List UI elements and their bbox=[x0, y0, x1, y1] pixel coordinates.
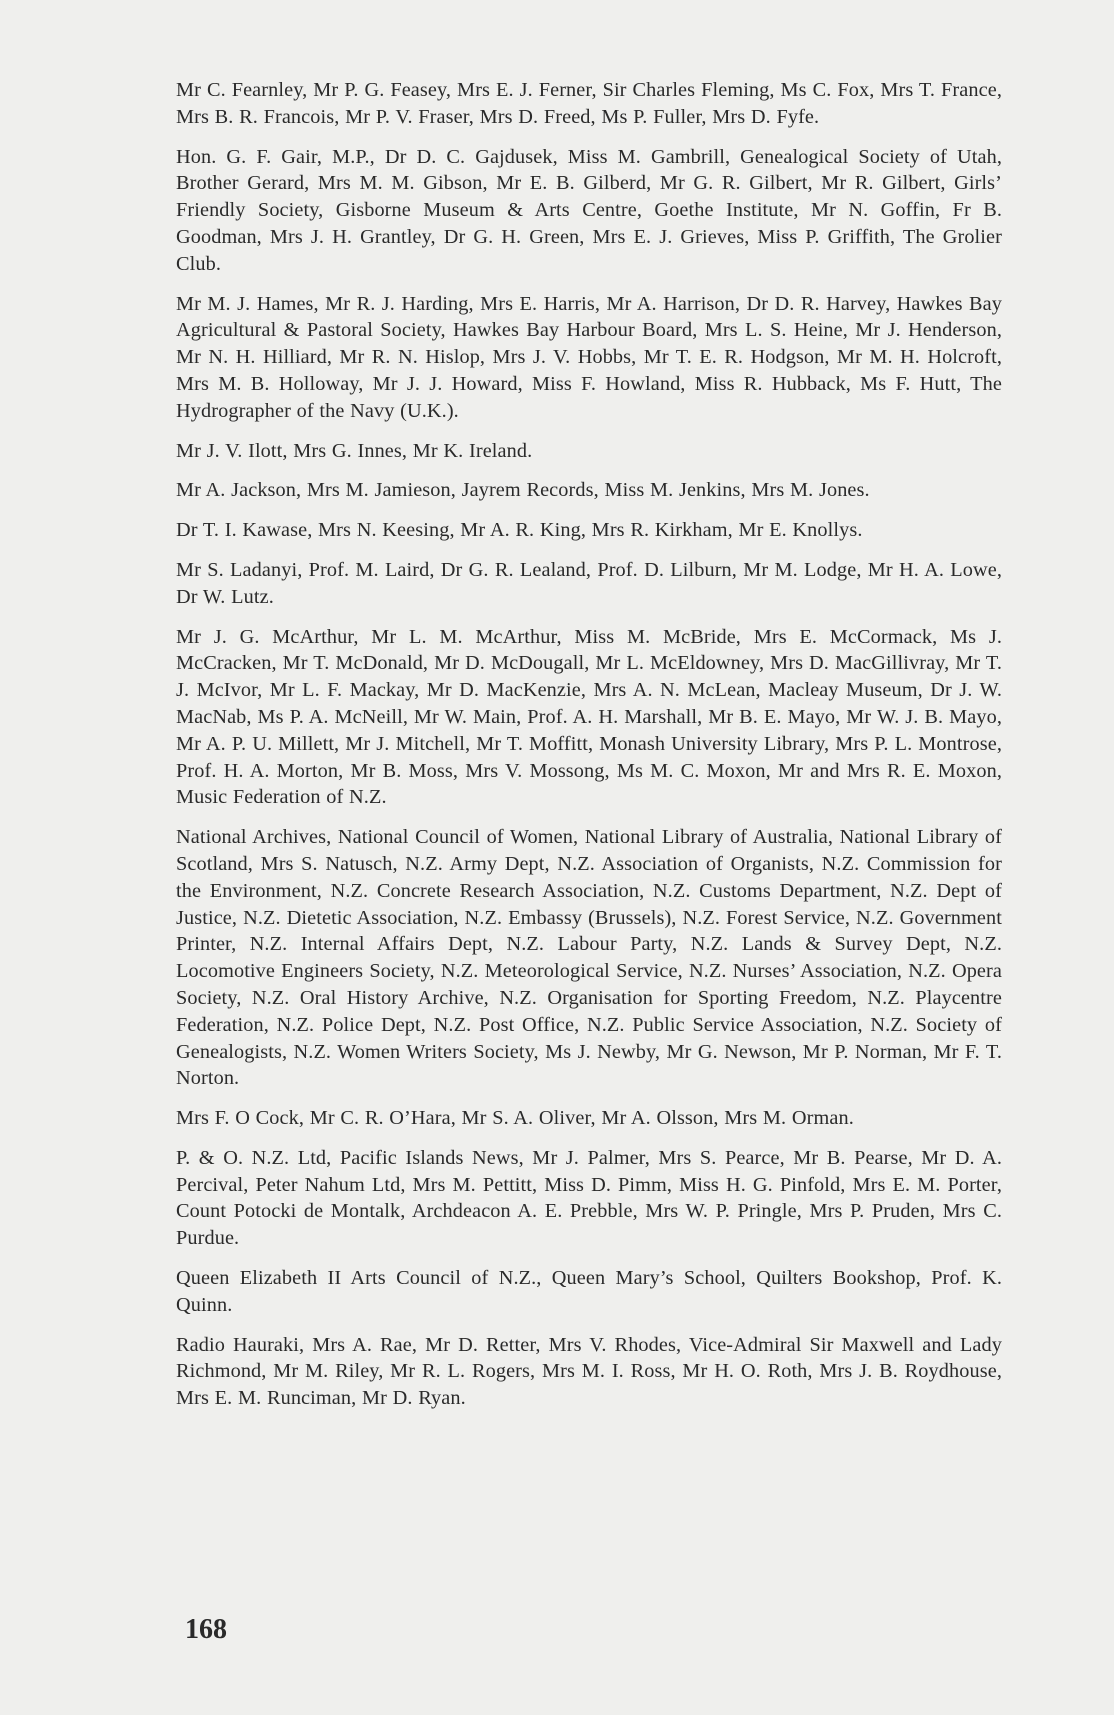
paragraph-j: Mr A. Jackson, Mrs M. Jamieson, Jayrem Records, Miss M. Jenkins, Mrs M. Jones. bbox=[176, 479, 870, 502]
paragraph-i: Mr J. V. Ilott, Mrs G. Innes, Mr K. Ireland. bbox=[176, 439, 533, 462]
paragraph-r: Radio Hauraki, Mrs A. Rae, Mr D. Retter, Mrs V. Rhodes, Vice-Admiral Sir Maxwell and Lady Richmond, Mr M. Riley, Mr R. L. Rogers, Mrs M. I. Ross, Mr H. O. Roth, Mrs J. B. Roydhouse, Mrs E. M. Runciman, Mr D. Ryan. bbox=[176, 1333, 1002, 1410]
paragraph-q: Queen Elizabeth II Arts Council of N.Z., Queen Mary’s School, Quilters Bookshop, Prof. K. Quinn. bbox=[176, 1267, 1002, 1316]
paragraph-k: Dr T. I. Kawase, Mrs N. Keesing, Mr A. R. King, Mrs R. Kirkham, Mr E. Knollys. bbox=[176, 519, 863, 542]
paragraph-h: Mr M. J. Hames, Mr R. J. Harding, Mrs E. Harris, Mr A. Harrison, Dr D. R. Harvey, Hawkes Bay Agricultural & Pastoral Society, Hawkes Bay Harbour Board, Mrs L. S. Heine, Mr J. Henderson, Mr N. H. Hilliard, Mr R. N. Hislop, Mrs J. V. Hobbs, Mr T. E. R. Hodgson, Mr M. H. Holcroft, Mrs M. B. Holloway, Mr J. J. Howard, Miss F. Howland, Miss R. Hubback, Ms F. Hutt, The Hydrographer of the Navy (U.K.). bbox=[176, 292, 1002, 422]
paragraph-g: Hon. G. F. Gair, M.P., Dr D. C. Gajdusek, Miss M. Gambrill, Genealogical Society of Utah, Brother Gerard, Mrs M. M. Gibson, Mr E. B. Gilberd, Mr G. R. Gilbert, Mr R. Gilbert, Girls’ Friendly Society, Gisborne Museum & Arts Centre, Goethe Institute, Mr N. Goffin, Fr B. Goodman, Mrs J. H. Grantley, Dr G. H. Green, Mrs E. J. Grieves, Miss P. Griffith, The Grolier Club. bbox=[176, 145, 1002, 275]
page-number: 168 bbox=[185, 1614, 227, 1645]
paragraph-o: Mrs F. O Cock, Mr C. R. O’Hara, Mr S. A. Oliver, Mr A. Olsson, Mrs M. Orman. bbox=[176, 1107, 854, 1130]
paragraph-f: Mr C. Fearnley, Mr P. G. Feasey, Mrs E. J. Ferner, Sir Charles Fleming, Ms C. Fox, Mrs T. France, Mrs B. R. Francois, Mr P. V. Fraser, Mrs D. Freed, Ms P. Fuller, Mrs D. Fyfe. bbox=[176, 79, 1002, 128]
paragraph-p: P. & O. N.Z. Ltd, Pacific Islands News, Mr J. Palmer, Mrs S. Pearce, Mr B. Pearse, Mr D. A. Percival, Peter Nahum Ltd, Mrs M. Pettitt, Miss D. Pimm, Miss H. G. Pinfold, Mrs E. M. Porter, Count Potocki de Montalk, Archdeacon A. E. Prebble, Mrs W. P. Pringle, Mrs P. Pruden, Mrs C. Purdue. bbox=[176, 1146, 1002, 1250]
paragraph-l: Mr S. Ladanyi, Prof. M. Laird, Dr G. R. Lealand, Prof. D. Lilburn, Mr M. Lodge, Mr H. A. Lowe, Dr W. Lutz. bbox=[176, 558, 1002, 608]
paragraph-m: Mr J. G. McArthur, Mr L. M. McArthur, Miss M. McBride, Mrs E. McCormack, Ms J. McCracken, Mr T. McDonald, Mr D. McDougall, Mr L. McEldowney, Mrs D. MacGillivray, Mr T. J. McIvor, Mr L. F. Mackay, Mr D. MacKenzie, Mrs A. N. McLean, Macleay Museum, Dr J. W. MacNab, Ms P. A. McNeill, Mr W. Main, Prof. A. H. Marshall, Mr B. E. Mayo, Mr W. J. B. Mayo, Mr A. P. U. Millett, Mr J. Mitchell, Mr T. Moffitt, Monash University Library, Mrs P. L. Montrose, Prof. H. A. Morton, Mr B. Moss, Mrs V. Mossong, Ms M. C. Moxon, Mr and Mrs R. E. Moxon, Music Federation of N.Z. bbox=[176, 625, 1002, 809]
acknowledgements-list bbox=[176, 77, 1002, 1425]
paragraph-n: National Archives, National Council of Women, National Library of Australia, National Library of Scotland, Mrs S. Natusch, N.Z. Army Dept, N.Z. Association of Organists, N.Z. Commission for the Environment, N.Z. Concrete Research Association, N.Z. Customs Department, N.Z. Dept of Justice, N.Z. Dietetic Association, N.Z. Embassy (Brussels), N.Z. Forest Service, N.Z. Government Printer, N.Z. Internal Affairs Dept, N.Z. Labour Party, N.Z. Lands & Survey Dept, N.Z. Locomotive Engineers Society, N.Z. Meteorological Service, N.Z. Nurses’ Association, N.Z. Opera Society, N.Z. Oral History Archive, N.Z. Organisation for Sporting Freedom, N.Z. Playcentre Federation, N.Z. Police Dept, N.Z. Post Office, N.Z. Public Service Association, N.Z. Society of Genealogists, N.Z. Women Writers Society, Ms J. Newby, Mr G. Newson, Mr P. Norman, Mr F. T. Norton. bbox=[176, 826, 1002, 1090]
